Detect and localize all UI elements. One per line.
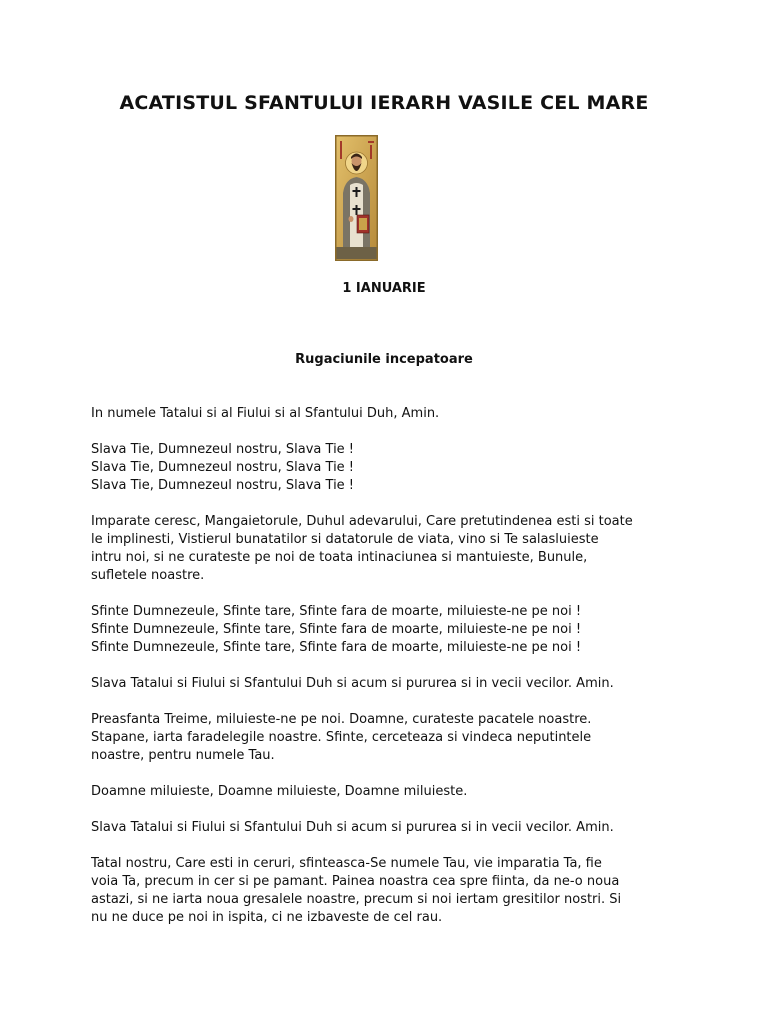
feast-date: 1 IANUARIE (342, 281, 426, 296)
paragraph (91, 405, 681, 423)
text-line: nu ne duce pe noi in ispita, ci ne izbaveste de cel rau. (91, 910, 443, 925)
saint-icon-image (335, 135, 378, 261)
text-line: Slava Tatalui si Fiului si Sfantului Duh si acum si pururea si in vecii vecilor. Amin. (91, 676, 614, 691)
text-line: Tatal nostru, Care esti in ceruri, sfinteasca-Se numele Tau, vie imparatia Ta, fie (91, 856, 602, 871)
paragraph (91, 603, 681, 657)
text-line: Slava Tie, Dumnezeul nostru, Slava Tie ! (91, 442, 355, 457)
text-line: Doamne miluieste, Doamne miluieste, Doamne miluieste. (91, 784, 468, 799)
paragraph (91, 855, 681, 927)
text-line: sufletele noastre. (91, 568, 205, 583)
text-line: noastre, pentru numele Tau. (91, 748, 275, 763)
text-line: In numele Tatalui si al Fiului si al Sfantului Duh, Amin. (91, 406, 440, 421)
document-title: ACATISTUL SFANTULUI IERARH VASILE CEL MARE (119, 92, 649, 114)
text-line: le implinesti, Vistierul bunatatilor si datatorule de viata, vino si Te salasluieste (91, 532, 599, 547)
section-subtitle: Rugaciunile incepatoare (295, 352, 473, 367)
text-line: Sfinte Dumnezeule, Sfinte tare, Sfinte fara de moarte, miluieste-ne pe noi ! (91, 640, 582, 655)
text-line: intru noi, si ne curateste pe noi de toata intinaciunea si mantuieste, Bunule, (91, 550, 588, 565)
text-line: Sfinte Dumnezeule, Sfinte tare, Sfinte fara de moarte, miluieste-ne pe noi ! (91, 622, 582, 637)
text-line: astazi, si ne iarta noua gresalele noastre, precum si noi iertam gresitilor nostri. Si (91, 892, 622, 907)
text-line: Sfinte Dumnezeule, Sfinte tare, Sfinte fara de moarte, miluieste-ne pe noi ! (91, 604, 582, 619)
paragraph (91, 441, 681, 495)
document-body (91, 405, 681, 945)
paragraph (91, 783, 681, 801)
text-line: Imparate ceresc, Mangaietorule, Duhul adevarului, Care pretutindenea esti si toate (91, 514, 633, 529)
paragraph (91, 513, 681, 585)
text-line: Slava Tatalui si Fiului si Sfantului Duh si acum si pururea si in vecii vecilor. Amin. (91, 820, 614, 835)
text-line: voia Ta, precum in cer si pe pamant. Painea noastra cea spre fiinta, da ne-o noua (91, 874, 620, 889)
text-line: Slava Tie, Dumnezeul nostru, Slava Tie ! (91, 478, 355, 493)
text-line: Stapane, iarta faradelegile noastre. Sfinte, cerceteaza si vindeca neputintele (91, 730, 592, 745)
text-line: Slava Tie, Dumnezeul nostru, Slava Tie ! (91, 460, 355, 475)
paragraph (91, 819, 681, 837)
paragraph (91, 711, 681, 765)
paragraph (91, 675, 681, 693)
text-line: Preasfanta Treime, miluieste-ne pe noi. Doamne, curateste pacatele noastre. (91, 712, 592, 727)
